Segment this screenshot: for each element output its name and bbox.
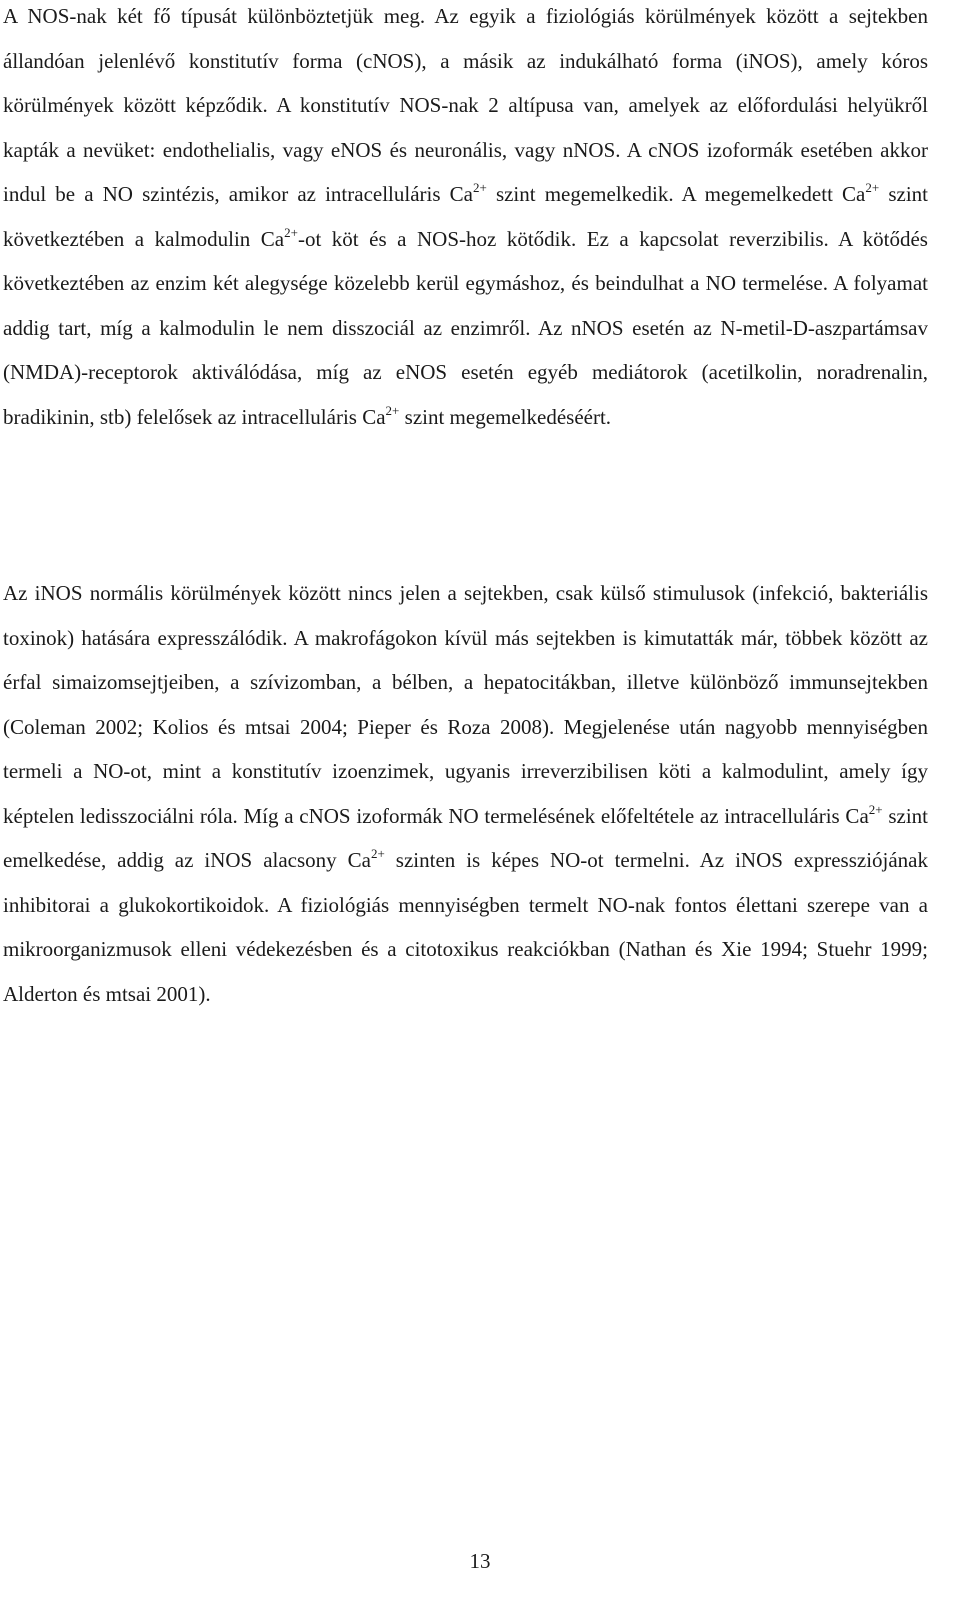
superscript-charge: 2+ bbox=[284, 224, 298, 240]
paragraph-nos-types bbox=[3, 0, 928, 439]
paragraph-text: szint megemelkedéséért. bbox=[399, 404, 612, 429]
paragraph-text: szinten is képes NO-ot termelni. Az iNOS expressziójának inhibitorai a glukokortikoidok. A fiziológiás mennyiségben termelt NO-nak fontos élettani szerepe van a mikroorganizmusok elleni védekezésben és a citotoxikus reakciókban (Nathan és Xie 1994; Stuehr 1999; Alderton és mtsai 2001). bbox=[3, 848, 929, 1006]
paragraph-text: -ot köt és a NOS-hoz kötődik. Ez a kapcsolat reverzibilis. A kötődés következtében az enzim két alegysége közelebb kerül egymáshoz, és beindulhat a NO termelése. A folyamat addig tart, míg a kalmodulin le nem disszociál az enzimről. Az nNOS esetén az N-metil-D-aszpartámsav (NMDA)-receptorok aktiválódása, míg az eNOS esetén egyéb mediátorok (acetilkolin, noradrenalin, bradikinin, stb) felelősek az intracelluláris Ca bbox=[3, 226, 928, 429]
page-number: 13 bbox=[469, 1549, 491, 1573]
superscript-charge: 2+ bbox=[370, 846, 385, 861]
superscript-charge: 2+ bbox=[865, 180, 880, 195]
paragraph-text: szint emelkedése, addig az iNOS alacsony Ca bbox=[3, 803, 928, 872]
superscript-charge: 2+ bbox=[472, 180, 487, 195]
paragraph-text: szint megemelkedik. A megemelkedett Ca bbox=[486, 182, 866, 206]
superscript-charge: 2+ bbox=[385, 402, 400, 418]
paragraph-inos bbox=[3, 571, 928, 1016]
paragraph-text: A NOS-nak két fő típusát különböztetjük meg. Az egyik a fiziológiás körülmények között a sejtekben állandóan jelenlévő konstitutív forma (cNOS), a másik az indukálható forma (iNOS), amely kóros körülmények között képződik. A konstitutív NOS-nak 2 altípusa van, amelyek az előfordulási helyükről kapták a nevüket: endothelialis, vagy eNOS és neuronális, vagy nNOS. A cNOS izoformák esetében akkor indul be a NO szintézis, amikor az intracelluláris Ca bbox=[3, 4, 928, 206]
paragraph-text: szint következtében a kalmodulin Ca bbox=[3, 182, 928, 251]
paragraph-text: Az iNOS normális körülmények között nincs jelen a sejtekben, csak külső stimulusok (infekció, bakteriális toxinok) hatására expresszálódik. A makrofágokon kívül más sejtekben is kimutatták már, többek között az érfal simaizomsejtjeiben, a szívizomban, a bélben, a hepatocitákban, illetve különböző immunsejtekben (Coleman 2002; Kolios és mtsai 2004; Pieper és Roza 2008). Megjelenése után nagyobb mennyiségben termeli a NO-ot, mint a konstitutív izoenzimek, ugyanis irreverzibilisen köti a kalmodulint, amely így képtelen ledisszociálni róla. Míg a cNOS izoformák NO termelésének előfeltétele az intracelluláris Ca bbox=[3, 581, 928, 828]
superscript-charge: 2+ bbox=[868, 801, 883, 817]
